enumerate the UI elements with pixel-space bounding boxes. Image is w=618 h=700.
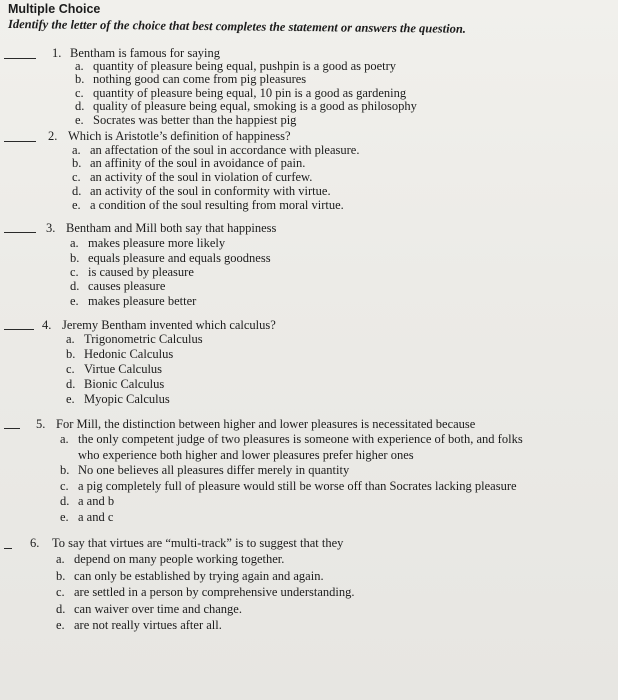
option-a xyxy=(56,553,284,566)
option-text: an activity of the soul in conformity with virtue. xyxy=(90,184,331,198)
option-letter: d. xyxy=(56,602,66,616)
option-text: nothing good can come from pig pleasures xyxy=(93,72,307,86)
option-text: a and c xyxy=(78,510,114,524)
header xyxy=(7,2,467,36)
option-e xyxy=(66,393,170,406)
option-letter: e. xyxy=(66,392,75,406)
option-letter: c. xyxy=(75,86,84,100)
option-d xyxy=(75,100,417,113)
option-a xyxy=(66,333,203,346)
option-letter: c. xyxy=(56,585,65,599)
option-b xyxy=(75,73,306,86)
option-letter: a. xyxy=(75,59,84,73)
option-text: a and b xyxy=(78,494,115,508)
option-text: Myopic Calculus xyxy=(84,392,170,406)
option-text: a pig completely full of pleasure would still be worse off than Socrates lacking pleasure xyxy=(78,479,517,493)
option-text: can only be established by trying again and again. xyxy=(74,569,324,583)
question-number: 6. xyxy=(30,536,40,550)
option-letter: a. xyxy=(56,552,65,566)
option-d xyxy=(56,603,242,616)
option-letter: c. xyxy=(60,479,69,493)
option-letter: b. xyxy=(56,569,66,583)
option-text: No one believes all pleasures differ merely in quantity xyxy=(78,463,350,477)
option-letter: a. xyxy=(66,332,75,346)
option-d xyxy=(72,185,331,198)
option-letter: b. xyxy=(66,347,76,361)
instructions: Identify the letter of the choice that best completes the statement or answers the question. xyxy=(7,17,467,36)
question-number: 3. xyxy=(46,221,56,235)
question-number: 1. xyxy=(52,46,62,60)
option-text: the only competent judge of two pleasures is someone with experience of both, and folks xyxy=(78,432,523,446)
option-text: equals pleasure and equals goodness xyxy=(88,251,271,265)
option-text: Hedonic Calculus xyxy=(84,347,174,361)
option-text: Trigonometric Calculus xyxy=(84,332,203,346)
answer-blank[interactable] xyxy=(4,329,34,330)
option-c xyxy=(72,171,312,184)
answer-blank[interactable] xyxy=(4,141,36,142)
section-title: Multiple Choice xyxy=(8,2,101,16)
option-text-continued: who experience both higher and lower pleasures prefer higher ones xyxy=(78,448,414,462)
option-letter: b. xyxy=(60,463,70,477)
option-c xyxy=(56,586,354,599)
question-number: 4. xyxy=(42,318,52,332)
option-letter: a. xyxy=(60,432,69,446)
question-text: Jeremy Bentham invented which calculus? xyxy=(62,318,276,332)
option-text: an affinity of the soul in avoidance of pain. xyxy=(90,156,306,170)
option-letter: b. xyxy=(75,72,85,86)
option-c xyxy=(60,480,517,493)
option-letter: e. xyxy=(56,618,65,632)
question-text: Bentham is famous for saying xyxy=(70,46,220,60)
option-letter: e. xyxy=(75,113,84,127)
option-letter: a. xyxy=(70,236,79,250)
option-letter: e. xyxy=(60,510,69,524)
option-text: makes pleasure more likely xyxy=(88,236,226,250)
question-number: 2. xyxy=(48,129,58,143)
question-text: To say that virtues are “multi-track” is to suggest that they xyxy=(52,536,344,550)
option-b xyxy=(60,464,349,477)
option-text: are settled in a person by comprehensive understanding. xyxy=(74,585,355,599)
option-letter: d. xyxy=(70,279,80,293)
option-text: quantity of pleasure being equal, pushpin is a good as poetry xyxy=(93,59,397,73)
option-text: makes pleasure better xyxy=(88,294,197,308)
option-a xyxy=(60,433,523,446)
option-letter: c. xyxy=(72,170,81,184)
option-letter: d. xyxy=(66,377,76,391)
option-text: causes pleasure xyxy=(88,279,166,293)
option-text: an activity of the soul in violation of curfew. xyxy=(90,170,313,184)
option-e xyxy=(70,295,196,308)
option-letter: d. xyxy=(60,494,70,508)
option-letter: b. xyxy=(72,156,82,170)
option-letter: c. xyxy=(70,265,79,279)
option-letter: e. xyxy=(70,294,79,308)
option-e xyxy=(75,114,296,127)
option-text: can waiver over time and change. xyxy=(74,602,242,616)
question-text: Which is Aristotle’s definition of happiness? xyxy=(68,129,291,143)
option-letter: b. xyxy=(70,251,80,265)
option-text: quantity of pleasure being equal, 10 pin is a good as gardening xyxy=(93,86,407,100)
option-text: is caused by pleasure xyxy=(88,265,194,279)
option-letter: d. xyxy=(72,184,82,198)
option-b xyxy=(56,570,324,583)
option-d xyxy=(60,495,114,508)
question-text: For Mill, the distinction between higher and lower pleasures is necessitated because xyxy=(56,417,476,431)
option-text: are not really virtues after all. xyxy=(74,618,222,632)
option-text: a condition of the soul resulting from moral virtue. xyxy=(90,198,344,212)
answer-blank[interactable] xyxy=(4,428,20,429)
option-text: an affectation of the soul in accordance with pleasure. xyxy=(90,143,360,157)
question-number: 5. xyxy=(36,417,46,431)
option-letter: c. xyxy=(66,362,75,376)
option-b xyxy=(72,157,305,170)
answer-blank[interactable] xyxy=(4,548,12,549)
question-text: Bentham and Mill both say that happiness xyxy=(66,221,277,235)
option-letter: a. xyxy=(72,143,81,157)
option-e xyxy=(56,619,222,632)
answer-blank[interactable] xyxy=(4,232,36,233)
option-c xyxy=(70,266,194,279)
option-e xyxy=(60,511,113,524)
option-letter: e. xyxy=(72,198,81,212)
option-b xyxy=(70,252,271,265)
option-text: depend on many people working together. xyxy=(74,552,285,566)
option-a-continued xyxy=(78,449,414,462)
option-c xyxy=(66,363,162,376)
answer-blank[interactable] xyxy=(4,58,36,59)
option-e xyxy=(72,199,344,212)
option-b xyxy=(66,348,173,361)
option-d xyxy=(66,378,164,391)
option-text: Bionic Calculus xyxy=(84,377,165,391)
option-text: Socrates was better than the happiest pig xyxy=(93,113,297,127)
option-text: quality of pleasure being equal, smoking is a good as philosophy xyxy=(93,99,417,113)
option-text: Virtue Calculus xyxy=(84,362,163,376)
option-letter: d. xyxy=(75,99,85,113)
option-d xyxy=(70,280,165,293)
option-a xyxy=(70,237,225,250)
